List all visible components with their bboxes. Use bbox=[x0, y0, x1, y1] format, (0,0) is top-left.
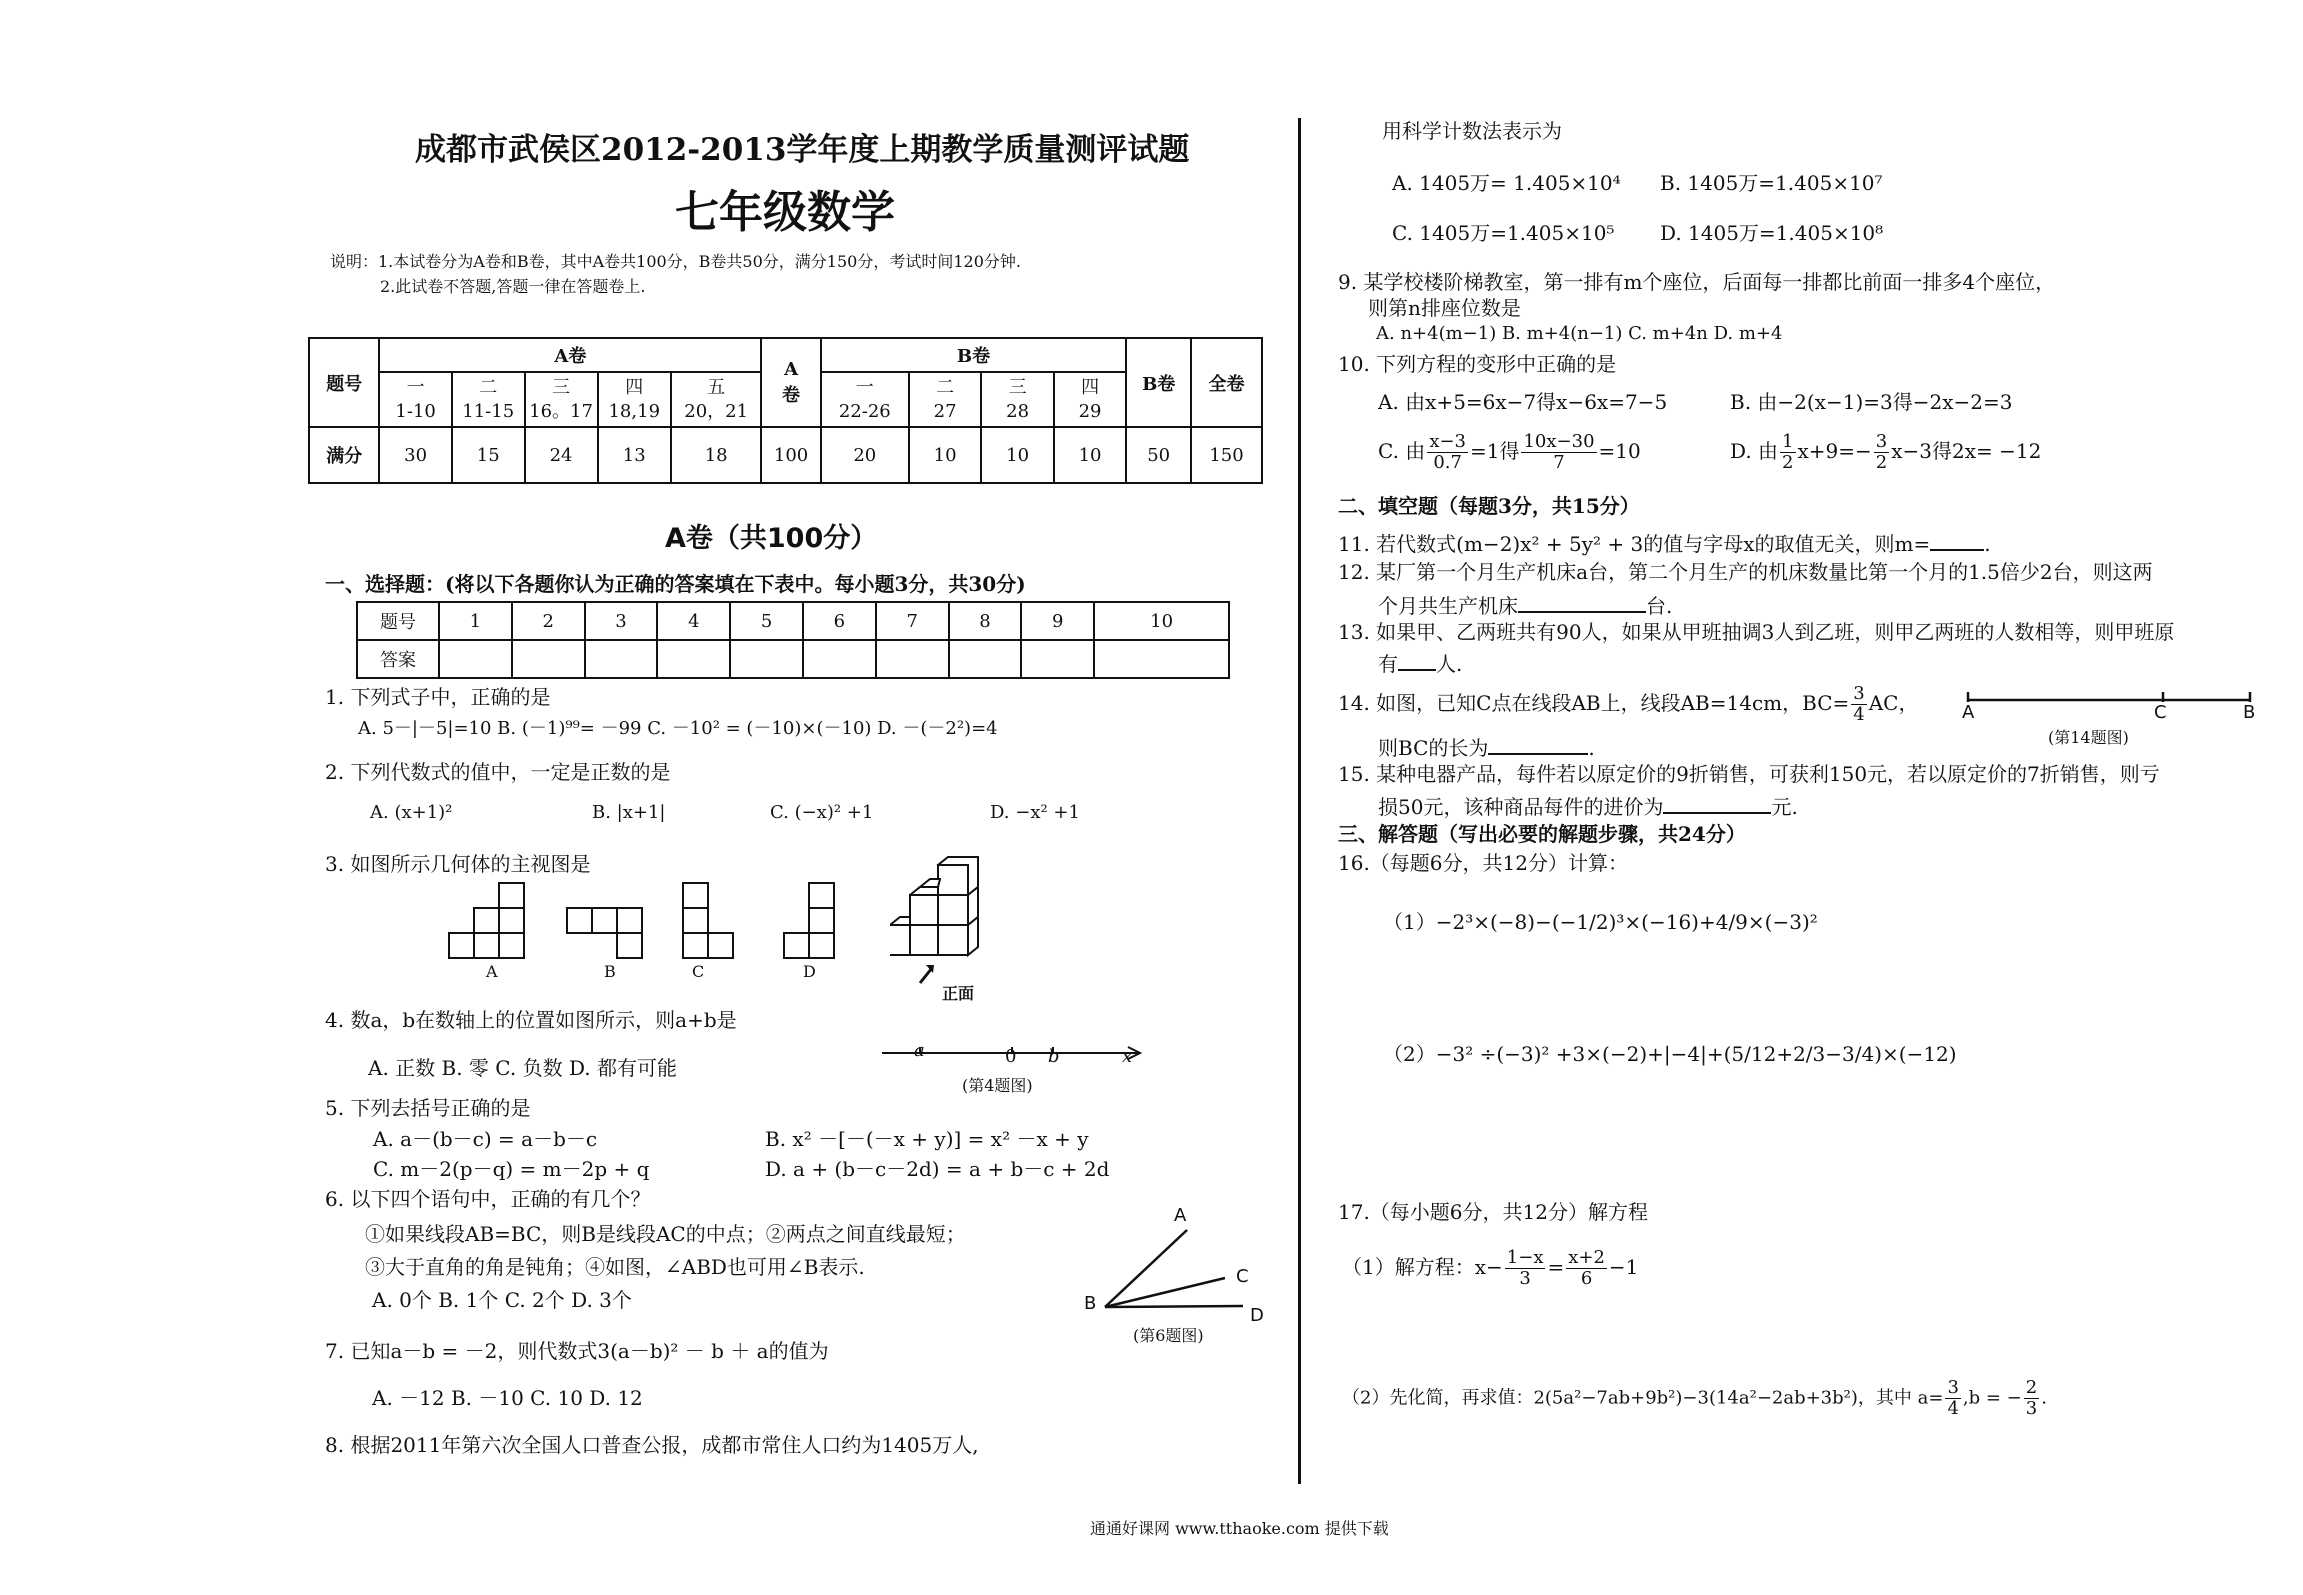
score-table-all-col: 全卷 bbox=[1191, 338, 1262, 427]
q10: 10. 下列方程的变形中正确的是 bbox=[1338, 352, 1617, 376]
q15-l2-text: 损50元，该种商品每件的进价为 bbox=[1378, 795, 1664, 819]
q10-a: A. 由x+5=6x−7得x−6x=7−5 bbox=[1378, 390, 1668, 414]
answer-num-10: 10 bbox=[1094, 602, 1229, 640]
a-section-3: 三 16。17 bbox=[525, 372, 598, 427]
q1: 1. 下列式子中，正确的是 bbox=[325, 685, 551, 709]
b-section-3: 三 28 bbox=[981, 372, 1053, 427]
answer-cell bbox=[585, 640, 658, 678]
b-score-3: 10 bbox=[981, 427, 1053, 483]
q1-options: A. 5－|－5|=10 B. (－1)⁹⁹= －99 C. －10² = (－10)×(－10) D. －(－2²)=4 bbox=[358, 718, 998, 739]
q3-label-c: C bbox=[692, 962, 705, 981]
answer-cell bbox=[876, 640, 949, 678]
q6-line-1: ①如果线段AB=BC，则B是线段AC的中点；②两点之间直线最短； bbox=[365, 1222, 966, 1246]
answer-num-3: 3 bbox=[585, 602, 658, 640]
q17-1-eq: = bbox=[1547, 1255, 1565, 1279]
q5-b: B. x² －[－(－x + y)] = x² －x + y bbox=[765, 1127, 1089, 1151]
part-3-heading: 三、解答题（写出必要的解题步骤，共24分） bbox=[1338, 822, 1746, 846]
q6: 6. 以下四个语句中，正确的有几个？ bbox=[325, 1187, 651, 1211]
q12-blank bbox=[1518, 591, 1646, 613]
q14-prefix: 14. 如图，已知C点在线段AB上，线段AB=14cm，BC= bbox=[1338, 691, 1850, 715]
q3: 3. 如图所示几何体的主视图是 bbox=[325, 852, 591, 876]
q11-blank bbox=[1930, 529, 1984, 551]
q10-d-frac-2: $\frac{3}{2}$ bbox=[1875, 431, 1888, 473]
b-score-4: 10 bbox=[1054, 427, 1126, 483]
q3-front-label: 正面 bbox=[942, 984, 975, 1003]
a-section-4: 四 18,19 bbox=[598, 372, 671, 427]
part-2-heading: 二、填空题（每题3分，共15分） bbox=[1338, 494, 1640, 518]
q5: 5. 下列去括号正确的是 bbox=[325, 1096, 531, 1120]
q7: 7. 已知a－b = －2，则代数式3(a－b)² － b ＋ a的值为 bbox=[325, 1339, 829, 1363]
q6-label-a: A bbox=[1174, 1205, 1187, 1226]
q6-label-d: D bbox=[1250, 1305, 1264, 1326]
answer-table bbox=[356, 601, 1230, 679]
answer-num-9: 9 bbox=[1021, 602, 1094, 640]
answer-num-6: 6 bbox=[803, 602, 876, 640]
answer-num-5: 5 bbox=[730, 602, 803, 640]
q7-options: A. －12 B. －10 C. 10 D. 12 bbox=[372, 1386, 643, 1410]
q13-line-2 bbox=[1378, 649, 1462, 676]
answer-cell bbox=[439, 640, 512, 678]
score-table-manfen: 满分 bbox=[309, 427, 379, 483]
q2-d: D. −x² +1 bbox=[990, 802, 1080, 823]
a-section-5: 五 20，21 bbox=[671, 372, 761, 427]
q9-options: A. n+4(m−1) B. m+4(n−1) C. m+4n D. m+4 bbox=[1376, 323, 1783, 344]
q14-label-a: A bbox=[1962, 702, 1975, 723]
q8-a: A. 1405万= 1.405×10⁴ bbox=[1392, 171, 1621, 195]
score-table-a-header: A卷 bbox=[379, 338, 761, 372]
q9: 9. 某学校楼阶梯教室，第一排有m个座位，后面每一排都比前面一排多4个座位， bbox=[1338, 270, 2056, 294]
q17: 17.（每小题6分，共12分）解方程 bbox=[1338, 1200, 1648, 1224]
q17-2 bbox=[1342, 1378, 2047, 1419]
a-col-label: A卷 bbox=[782, 358, 801, 406]
q12: 12. 某厂第一个月生产机床a台，第二个月生产的机床数量比第一个月的1.5倍少2台，则这两 bbox=[1338, 560, 2153, 584]
q10-c-frac-1: $\frac{x-3}{0.7}$ bbox=[1429, 431, 1466, 473]
q8-continued: 用科学计数法表示为 bbox=[1382, 119, 1562, 143]
exam-title: 成都市武侯区2012-2013学年度上期教学质量测评试题 bbox=[415, 132, 1190, 168]
q17-2-end: . bbox=[2041, 1387, 2047, 1409]
q14 bbox=[1338, 684, 1918, 725]
q8-d: D. 1405万=1.405×10⁸ bbox=[1660, 221, 1884, 245]
a-score-5: 18 bbox=[671, 427, 761, 483]
q2-b: B. |x+1| bbox=[592, 802, 666, 823]
q17-1-x: x− bbox=[1474, 1255, 1503, 1279]
q5-d: D. a + (b－c－2d) = a + b－c + 2d bbox=[765, 1157, 1110, 1181]
q10-c-prefix: C. 由 bbox=[1378, 439, 1426, 463]
answer-num-8: 8 bbox=[949, 602, 1022, 640]
footer-text: 通通好课网 www.tthaoke.com 提供下载 bbox=[1090, 1519, 1389, 1538]
q10-d bbox=[1730, 432, 2041, 473]
q15-blank bbox=[1663, 792, 1771, 814]
part-1-heading: 一、选择题：(将以下各题你认为正确的答案填在下表中。每小题3分，共30分) bbox=[325, 572, 1026, 596]
a-total: 100 bbox=[761, 427, 820, 483]
q14-frac: $\frac{3}{4}$ bbox=[1853, 683, 1865, 725]
q16: 16.（每题6分，共12分）计算： bbox=[1338, 851, 1628, 875]
q6-label-b: B bbox=[1084, 1293, 1097, 1314]
q17-1-end: −1 bbox=[1608, 1255, 1639, 1279]
a-section-1: 一 1-10 bbox=[379, 372, 451, 427]
q6-options: A. 0个 B. 1个 C. 2个 D. 3个 bbox=[372, 1288, 632, 1312]
q10-c-mid: =1得 bbox=[1470, 439, 1520, 463]
q4-axis-x: x bbox=[1122, 1046, 1133, 1067]
a-score-4: 13 bbox=[598, 427, 671, 483]
answer-cell bbox=[657, 640, 730, 678]
b-section-1: 一 22-26 bbox=[821, 372, 909, 427]
q14-line-2: 则BC的长为 . bbox=[1378, 733, 1595, 760]
section-a-title: A卷（共100分） bbox=[665, 523, 878, 554]
q17-1 bbox=[1342, 1248, 1638, 1289]
q5-a: A. a－(b－c) = a－b－c bbox=[373, 1127, 598, 1151]
note-2: 2.此试卷不答题,答题一律在答题卷上. bbox=[380, 277, 646, 296]
answer-cell bbox=[1021, 640, 1094, 678]
q15-end: 元. bbox=[1771, 795, 1798, 819]
q3-solid-figure bbox=[890, 855, 1000, 1005]
answer-num-4: 4 bbox=[657, 602, 730, 640]
b-score-1: 20 bbox=[821, 427, 909, 483]
q17-1-frac-1: $\frac{1-x}{3}$ bbox=[1506, 1247, 1544, 1289]
q4-options: A. 正数 B. 零 C. 负数 D. 都有可能 bbox=[368, 1056, 677, 1080]
q15-line-2 bbox=[1378, 792, 1798, 819]
q14-end: AC， bbox=[1868, 691, 1919, 715]
q4-axis-b: b bbox=[1048, 1046, 1060, 1067]
q11-text: 11. 若代数式(m−2)x² + 5y² + 3的值与字母x的取值无关，则m= bbox=[1338, 532, 1931, 556]
answer-cell bbox=[949, 640, 1022, 678]
score-table-b-header: B卷 bbox=[821, 338, 1127, 372]
answer-cell bbox=[512, 640, 585, 678]
q10-c bbox=[1378, 432, 1641, 473]
q8: 8. 根据2011年第六次全国人口普查公报，成都市常住人口约为1405万人, bbox=[325, 1433, 979, 1457]
q6-label-c: C bbox=[1236, 1266, 1249, 1287]
q10-c-end: =10 bbox=[1598, 439, 1641, 463]
q6-caption: (第6题图) bbox=[1133, 1326, 1204, 1345]
q14-segment-figure bbox=[1965, 688, 2255, 710]
b-section-2: 二 27 bbox=[909, 372, 981, 427]
q2: 2. 下列代数式的值中，一定是正数的是 bbox=[325, 760, 671, 784]
q4-caption: (第4题图) bbox=[962, 1076, 1033, 1095]
answer-num-7: 7 bbox=[876, 602, 949, 640]
q14-l2-text: 则BC的长为 bbox=[1378, 736, 1489, 760]
q17-2-prefix: （2）先化简，再求值：2(5a²−7ab+9b²)−3(14a²−2ab+3b²)，其中 a= bbox=[1342, 1387, 1944, 1409]
q9-line-2: 则第n排座位数是 bbox=[1368, 296, 1521, 320]
q2-a: A. (x+1)² bbox=[370, 802, 453, 823]
q10-d-end: x−3得2x= −12 bbox=[1891, 439, 2042, 463]
q17-2-frac-1: $\frac{3}{4}$ bbox=[1947, 1377, 1959, 1419]
b-section-4: 四 29 bbox=[1054, 372, 1126, 427]
answer-table-tihao: 题号 bbox=[357, 602, 439, 640]
a-score-1: 30 bbox=[379, 427, 451, 483]
q4-axis-a: a bbox=[914, 1040, 925, 1061]
q8-b: B. 1405万=1.405×10⁷ bbox=[1660, 171, 1883, 195]
q17-1-prefix: （1）解方程： bbox=[1342, 1255, 1475, 1279]
q14-blank bbox=[1488, 733, 1588, 755]
answer-table-daan: 答案 bbox=[357, 640, 439, 678]
q10-c-frac-2: $\frac{10x-30}{7}$ bbox=[1523, 431, 1595, 473]
q10-d-frac-1: $\frac{1}{2}$ bbox=[1782, 431, 1794, 473]
b-score-2: 10 bbox=[909, 427, 981, 483]
answer-cell bbox=[803, 640, 876, 678]
q14-label-b: B bbox=[2243, 702, 2256, 723]
q10-d-mid: x+9=− bbox=[1797, 439, 1872, 463]
answer-num-2: 2 bbox=[512, 602, 585, 640]
q11: 11. 若代数式(m−2)x² + 5y² + 3的值与字母x的取值无关，则m= . bbox=[1338, 529, 1991, 556]
q16-1: （1）−2³×(−8)−(−1/2)³×(−16)+4/9×(−3)² bbox=[1383, 910, 1818, 934]
answer-cell bbox=[1094, 640, 1229, 678]
q13-blank bbox=[1398, 649, 1436, 671]
score-table-tihao: 题号 bbox=[309, 338, 379, 427]
a-section-2: 二 11-15 bbox=[452, 372, 525, 427]
q3-label-a: A bbox=[486, 962, 498, 981]
q12-line-2 bbox=[1378, 591, 1672, 618]
note-1: 说明：1.本试卷分为A卷和B卷，其中A卷共100分，B卷共50分，满分150分，考试时间120分钟. bbox=[330, 252, 1021, 271]
q13-l2-end: 人. bbox=[1436, 652, 1463, 676]
b-total: 50 bbox=[1126, 427, 1191, 483]
q12-l2-text: 个月共生产机床 bbox=[1378, 594, 1518, 618]
all-total: 150 bbox=[1191, 427, 1262, 483]
q15: 15. 某种电器产品，每件若以原定价的9折销售，可获利150元，若以原定价的7折销售，则亏 bbox=[1338, 762, 2160, 786]
answer-num-1: 1 bbox=[439, 602, 512, 640]
subject-title: 七年级数学 bbox=[675, 187, 895, 238]
q10-d-prefix: D. 由 bbox=[1730, 439, 1779, 463]
q3-label-b: B bbox=[604, 962, 616, 981]
q5-c: C. m－2(p－q) = m－2p + q bbox=[373, 1157, 650, 1181]
score-table bbox=[308, 337, 1263, 484]
score-table-a-col bbox=[761, 338, 820, 427]
q2-c: C. (−x)² +1 bbox=[770, 802, 874, 823]
q17-2-frac-2: $\frac{2}{3}$ bbox=[2025, 1377, 2038, 1419]
q16-2: （2）−3² ÷(−3)² +3×(−2)+|−4|+(5/12+2/3−3/4)×(−12) bbox=[1383, 1042, 1957, 1066]
column-divider bbox=[1298, 118, 1301, 1484]
q3-label-d: D bbox=[803, 962, 816, 981]
q13: 13. 如果甲、乙两班共有90人，如果从甲班抽调3人到乙班，则甲乙两班的人数相等，则甲班原 bbox=[1338, 620, 2175, 644]
a-score-2: 15 bbox=[452, 427, 525, 483]
q14-caption: (第14题图) bbox=[2048, 728, 2129, 747]
answer-cell bbox=[730, 640, 803, 678]
q4: 4. 数a，b在数轴上的位置如图所示，则a+b是 bbox=[325, 1008, 737, 1032]
score-table-b-col: B卷 bbox=[1126, 338, 1191, 427]
q4-axis-zero: 0 bbox=[1005, 1046, 1017, 1067]
q6-line-2: ③大于直角的角是钝角；④如图，∠ABD也可用∠B表示. bbox=[365, 1255, 865, 1279]
q17-1-frac-2: $\frac{x+2}{6}$ bbox=[1568, 1247, 1605, 1289]
q10-b: B. 由−2(x−1)=3得−2x−2=3 bbox=[1730, 390, 2013, 414]
a-score-3: 24 bbox=[525, 427, 598, 483]
q17-2-mid: ,b = − bbox=[1962, 1387, 2022, 1409]
q13-l2-prefix: 有 bbox=[1378, 652, 1398, 676]
q8-c: C. 1405万=1.405×10⁵ bbox=[1392, 221, 1615, 245]
q12-end: 台. bbox=[1646, 594, 1673, 618]
q14-label-c: C bbox=[2154, 702, 2167, 723]
